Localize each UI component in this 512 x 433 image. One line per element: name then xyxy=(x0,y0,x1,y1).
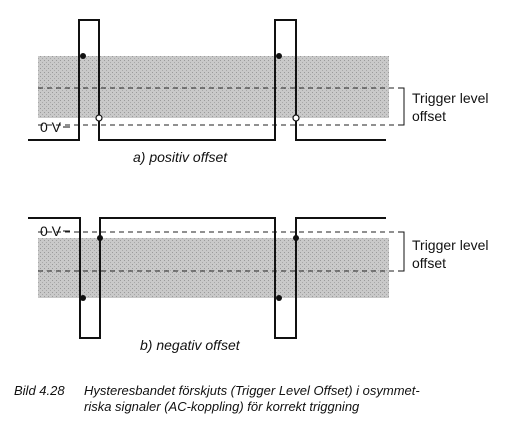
offset-label-b-line1: Trigger level xyxy=(412,237,489,253)
caption-line-2: riska signaler (AC-koppling) för korrekt triggning xyxy=(84,399,360,414)
panel-b-subtitle: b) negativ offset xyxy=(140,337,240,353)
release-point-b1 xyxy=(97,235,103,241)
panel-a-subtitle: a) positiv offset xyxy=(133,149,228,165)
zero-volt-label-a: 0 V xyxy=(40,119,62,135)
offset-label-a-line1: Trigger level xyxy=(412,90,489,106)
trigger-point-a1 xyxy=(80,53,86,59)
trigger-point-b1 xyxy=(80,295,86,301)
release-point-b2 xyxy=(293,235,299,241)
zero-volt-label-b: 0 V xyxy=(40,223,62,239)
release-point-a2 xyxy=(293,115,299,121)
hysteresis-band-a xyxy=(38,56,389,118)
caption-line-1: Hysteresbandet förskjuts (Trigger Level Offset) i osymmet- xyxy=(84,383,420,398)
panel-a xyxy=(28,20,489,165)
caption-number: Bild 4.28 xyxy=(14,383,65,398)
figure-caption xyxy=(14,383,420,414)
offset-label-b-line2: offset xyxy=(412,255,446,271)
offset-bracket-a xyxy=(398,88,404,125)
panel-b xyxy=(28,218,489,353)
offset-label-a-line2: offset xyxy=(412,108,446,124)
trigger-point-a2 xyxy=(276,53,282,59)
hysteresis-band-b xyxy=(38,238,389,298)
offset-bracket-b xyxy=(398,232,404,271)
trigger-point-b2 xyxy=(276,295,282,301)
release-point-a1 xyxy=(96,115,102,121)
